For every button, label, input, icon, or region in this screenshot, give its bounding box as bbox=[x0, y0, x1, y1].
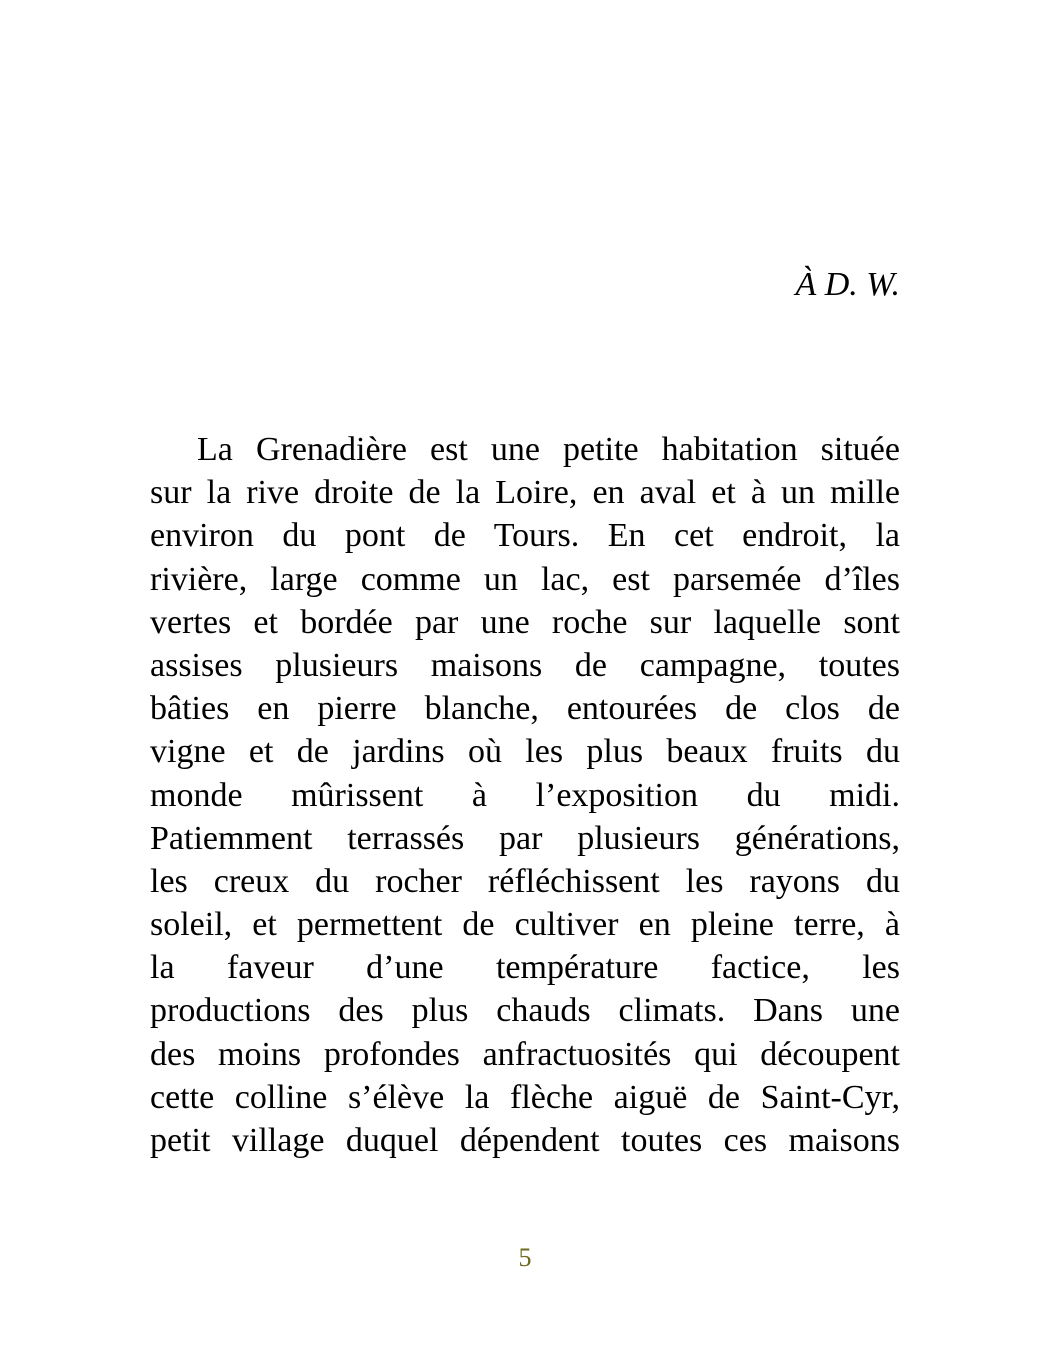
paragraph-line: monde mûrissent à l’exposition du midi. bbox=[150, 776, 900, 814]
page-number: 5 bbox=[518, 1243, 532, 1272]
paragraph-line: des moins profondes anfractuosités qui découpent bbox=[150, 1035, 900, 1073]
paragraph-line: rivière, large comme un lac, est parsemée d’îles bbox=[150, 560, 900, 598]
paragraph-line: soleil, et permettent de cultiver en pleine terre, à bbox=[150, 906, 900, 944]
paragraph-line: assises plusieurs maisons de campagne, toutes bbox=[150, 646, 900, 684]
paragraph-line: la faveur d’une température factice, les bbox=[150, 949, 900, 987]
paragraph-line: petit village duquel dépendent toutes ces maisons bbox=[150, 1122, 900, 1159]
paragraph-line: sur la rive droite de la Loire, en aval et à un mille bbox=[150, 474, 900, 512]
paragraph-line: productions des plus chauds climats. Dans une bbox=[150, 992, 900, 1030]
paragraph-line: environ du pont de Tours. En cet endroit, la bbox=[150, 517, 900, 555]
paragraph-line: bâties en pierre blanche, entourées de clos de bbox=[150, 690, 900, 728]
paragraph-line: cette colline s’élève la flèche aiguë de Saint-Cyr, bbox=[150, 1078, 900, 1116]
paragraph-line: vigne et de jardins où les plus beaux fruits du bbox=[150, 733, 900, 771]
paragraph-line: vertes et bordée par une roche sur laquelle sont bbox=[150, 603, 900, 641]
paragraph-line: Patiemment terrassés par plusieurs générations, bbox=[150, 819, 900, 857]
paragraph-line: La Grenadière est une petite habitation située bbox=[197, 431, 900, 468]
paragraph-line: les creux du rocher réfléchissent les rayons du bbox=[150, 862, 900, 900]
dedication: À D. W. bbox=[795, 266, 900, 303]
body-paragraph bbox=[150, 428, 900, 1162]
